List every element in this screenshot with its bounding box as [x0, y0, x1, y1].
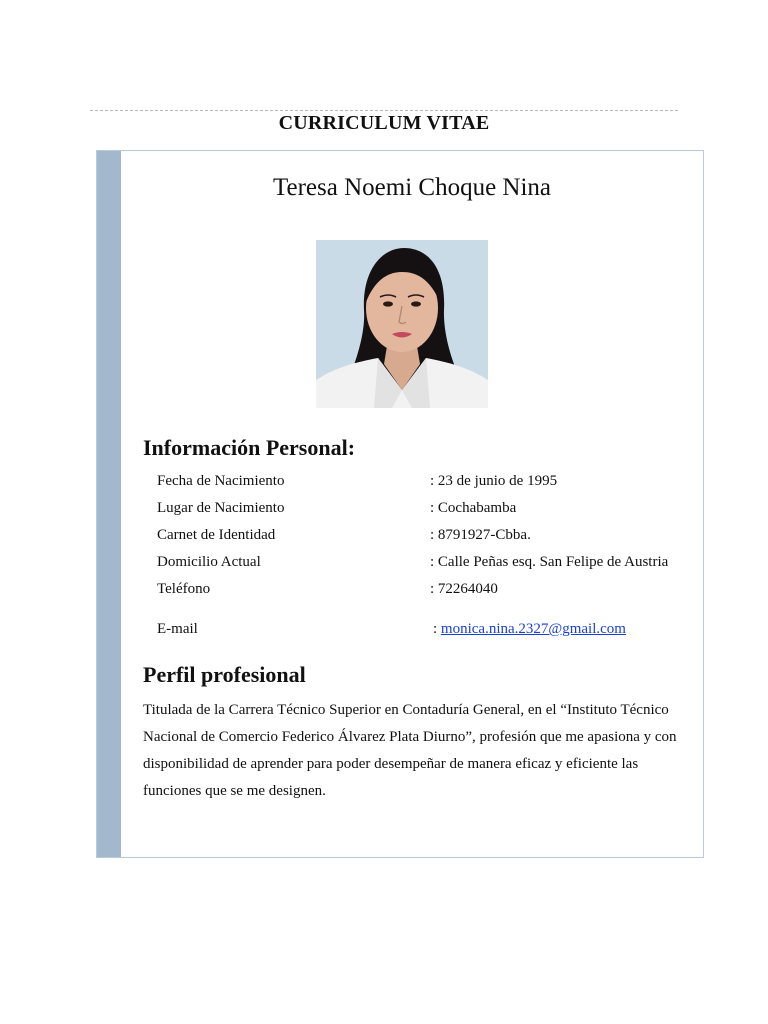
info-row-email [157, 621, 697, 643]
side-accent-bar [97, 151, 121, 857]
info-value [433, 621, 626, 638]
info-value: : 72264040 [430, 581, 498, 597]
email-link[interactable]: monica.nina.2327@gmail.com [440, 621, 626, 637]
info-label: Domicilio Actual [157, 554, 261, 570]
profile-paragraph: Titulada de la Carrera Técnico Superior en Contaduría General, en el “Instituto Técnico Nacional de Comercio Federico Álvarez Plata Diurno”, profesión que me apasiona y con disponibilidad de aprender para poder desempeñar de manera eficaz y eficiente las funciones que se me designen. [143, 702, 677, 799]
info-value: : Calle Peñas esq. San Felipe de Austria [430, 554, 669, 570]
info-row-birth-place [157, 500, 697, 522]
person-name: Teresa Noemi Choque Nina [272, 174, 552, 201]
info-value: : Cochabamba [430, 500, 517, 516]
info-row-birth-date [157, 473, 697, 495]
info-value: : 8791927-Cbba. [430, 527, 531, 543]
info-label: E-mail [157, 621, 198, 637]
profile-photo [316, 240, 488, 408]
personal-info-heading: Información Personal: [143, 435, 356, 460]
info-label: Carnet de Identidad [157, 527, 276, 543]
info-row-address [157, 554, 697, 576]
info-row-id-card [157, 527, 697, 549]
info-value: : 23 de junio de 1995 [430, 473, 558, 489]
email-prefix: : [433, 621, 441, 637]
info-label: Fecha de Nacimiento [157, 473, 285, 489]
document-title: CURRICULUM VITAE [278, 112, 490, 134]
header-dashed-rule [90, 110, 678, 111]
info-label: Teléfono [157, 581, 211, 597]
profile-heading: Perfil profesional [143, 662, 306, 687]
cv-frame [96, 150, 704, 858]
info-row-phone [157, 581, 697, 603]
info-label: Lugar de Nacimiento [157, 500, 285, 516]
